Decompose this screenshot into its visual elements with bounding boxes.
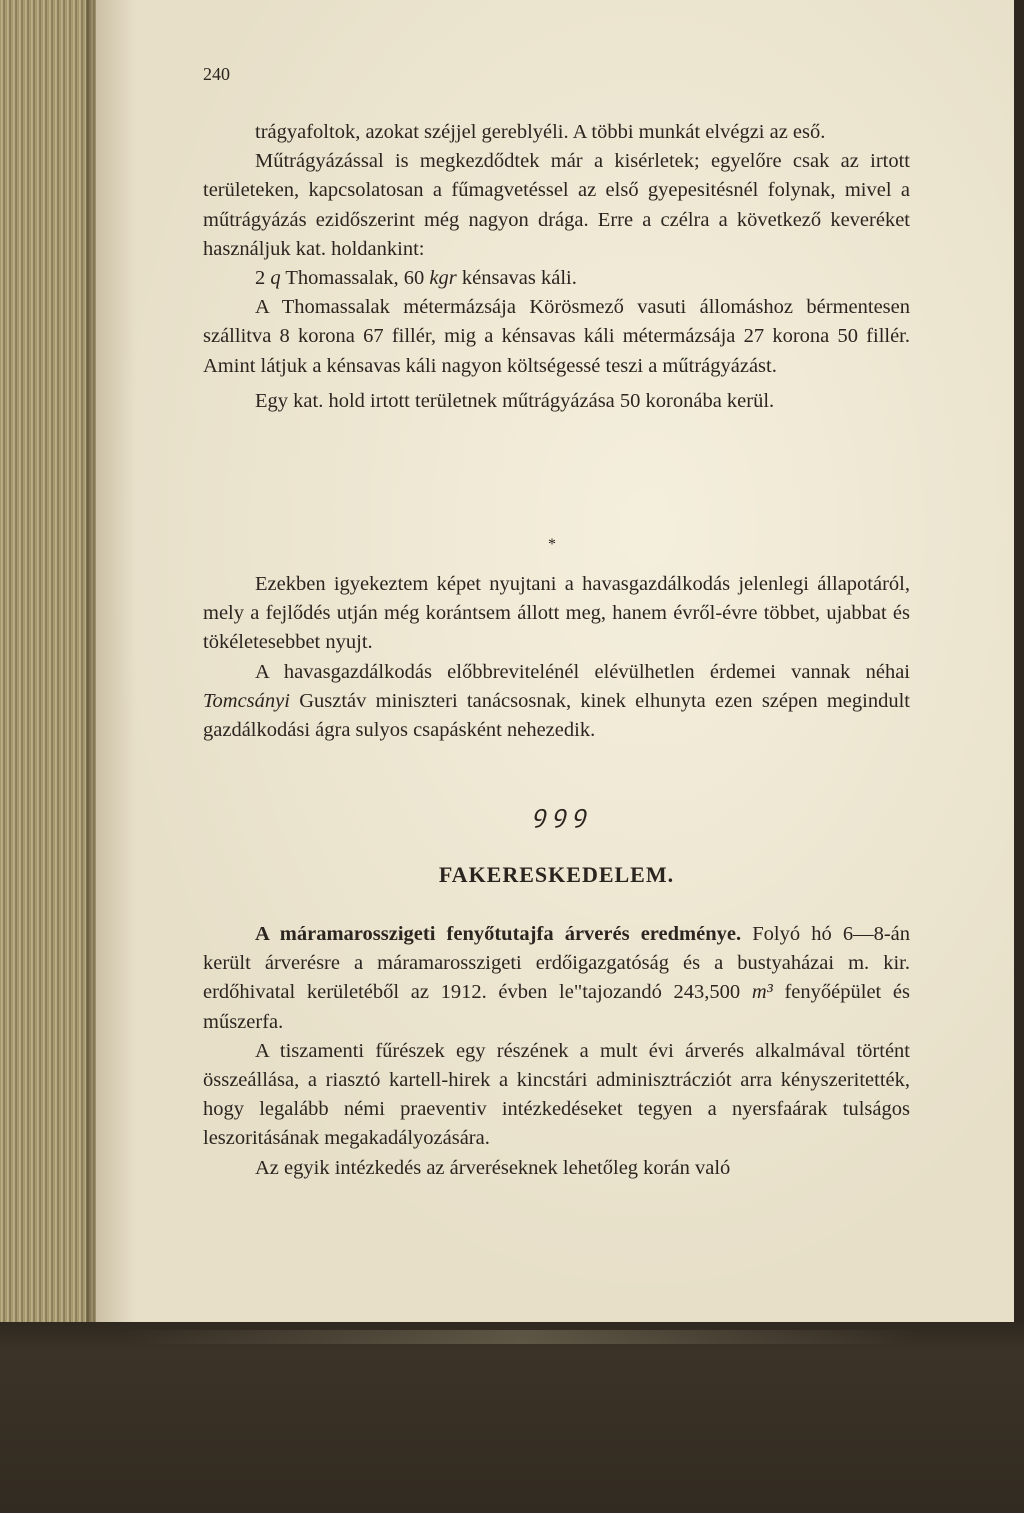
text-span: A havasgazdálkodás előbbrevitelénél elévülhetlen érdemei vannak néhai [255, 660, 910, 683]
paragraph [203, 920, 910, 1037]
text-block-3 [203, 920, 910, 1183]
formula-line [203, 264, 910, 293]
unit-m3: m³ [751, 981, 773, 1004]
text-span: Folyó hó 6—8-án került árverésre a máramarosszigeti erdőigazgatóság és a bustyaházai m. kir. erdőhivatal kerületéből az 1912. évben le"tajozandó 243,500 [203, 923, 911, 1004]
paragraph: Ezekben igyekeztem képet nyujtani a havasgazdálkodás jelenlegi állapotáról, mely a fejlődés utján még korántsem állott meg, hanem évről-évre többet, ujabbat és tökéletesebbet nyujt. [203, 573, 910, 654]
unit-q: q [270, 267, 281, 290]
person-name: Tomcsányi [203, 689, 290, 712]
article-title: A máramarosszigeti fenyőtutajfa árverés eredménye. [255, 923, 742, 945]
paragraph [203, 658, 910, 746]
text-block-1 [203, 118, 910, 416]
paragraph: Egy kat. hold irtott területnek műtrágyázása 50 koronába kerül. [255, 389, 775, 412]
paragraph: Műtrágyázással is megkezdődtek már a kisérletek; egyelőre csak az irtott területeken, kapcsolatosan a fűmagvetéssel az első gyepesitésnél folynak, mivel a műtrágyázás ezidőszerint még nagyon drága. Erre a czélra a következő keveréket használjuk kat. holdankint: [203, 150, 910, 260]
text-span: Gusztáv miniszteri tanácsosnak, kinek elhunyta ezen szépen megindult gazdálkodási ágra sulyos csapásként nehezedik. [203, 689, 910, 742]
ornament-divider: ꝯꝯꝯ [531, 802, 593, 828]
unit-kgr: kgr [429, 267, 457, 290]
paragraph: A Thomassalak métermázsája Körösmező vasuti állomáshoz bérmentesen szállitva 8 korona 67 fillér, mig a kénsavas káli métermázsája 27 korona 50 fillér. Amint látjuk a kénsavas káli nagyon költségessé teszi a műtrágyázást. [203, 296, 910, 377]
scan-background [0, 1322, 1024, 1513]
page-number: 240 [203, 64, 230, 84]
paragraph: Az egyik intézkedés az árveréseknek lehetőleg korán való [255, 1156, 731, 1179]
section-heading: FAKERESKEDELEM. [438, 862, 675, 887]
text-span: Thomassalak, 60 [280, 267, 430, 290]
text-block-2 [203, 570, 910, 745]
text-span: kénsavas káli. [456, 267, 577, 290]
text-span: 2 [255, 267, 271, 290]
book-spine [0, 0, 100, 1325]
page-right-edge [1014, 0, 1024, 1322]
paragraph: trágyafoltok, azokat széjjel gereblyéli. A többi munkát elvégzi az eső. [255, 121, 826, 143]
section-separator: * [548, 536, 556, 553]
text-span: fenyőépület és műszerfa. [203, 981, 910, 1033]
paragraph: A tiszamenti fűrészek egy részének a mult évi árverés alkalmával történt összeállása, a riasztó kartell-hirek a kincstári adminisztrácziót arra kényszeritették, hogy legalább némi praeventiv intézkedéseket tegyen a nyersfaárak tulságos leszoritásának megakadályozására. [203, 1039, 910, 1150]
